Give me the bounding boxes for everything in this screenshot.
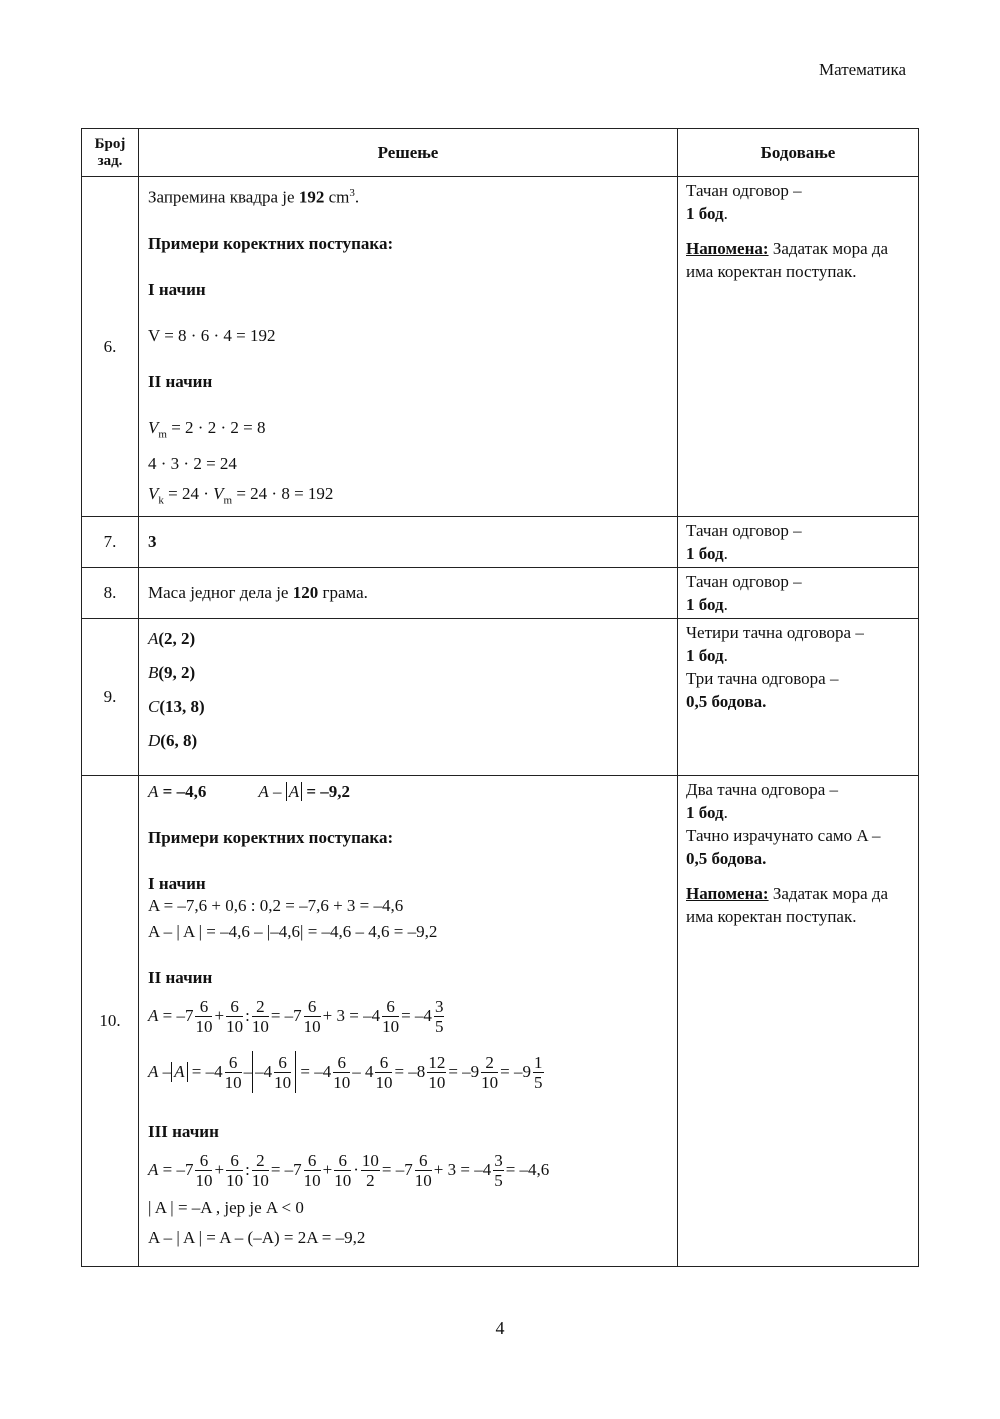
points-line: Тачан одговор – xyxy=(686,181,802,200)
table-row-task-7 xyxy=(82,517,919,568)
task-9-solution xyxy=(139,619,678,776)
examples-heading: Примери коректних поступака: xyxy=(148,233,394,253)
task-number: 9. xyxy=(82,619,139,776)
point-c: C(13, 8) xyxy=(148,697,205,717)
way-2-line-1: A = –7 $\frac{6}{10}$ + $\frac{6}{10}$ : $\frac{2}{10}$ = –7 $\frac{6}{10}$ + 3 = –4 $\frac{6}{10}$ = –4 $\frac{3}{5}$ xyxy=(148,996,444,1036)
points-value: 1 бод. xyxy=(686,544,728,564)
task-8-solution: Маса једног дела је 120 грама. xyxy=(139,568,678,619)
way-3-line-3: A – | A | = A – (–A) = 2A = –9,2 xyxy=(148,1228,366,1248)
task-7-points xyxy=(678,517,919,568)
points-line: Четири тачна одговора – xyxy=(686,623,864,643)
points-value-2: 0,5 бодова. xyxy=(686,849,767,869)
task-6-points xyxy=(678,177,919,517)
way-3-heading: III начин xyxy=(148,1122,219,1142)
way-2-heading: II начин xyxy=(148,371,213,391)
task-6-solution xyxy=(139,177,678,517)
task-number: 7. xyxy=(82,517,139,568)
way-3-line-1: A = –7 $\frac{6}{10}$ + $\frac{6}{10}$ : $\frac{2}{10}$ = –7 $\frac{6}{10}$ + $\frac{6}{10}$ · $\frac{10}{2}$ = –7 $\frac{6}{10}$ + 3 = –4 $\frac{3}{5}$ = –4,6 xyxy=(148,1150,550,1190)
answer-value: 3 xyxy=(148,532,157,552)
page-number: 4 xyxy=(495,1318,505,1338)
points-line: Тачан одговор – xyxy=(686,572,802,592)
col-header-points: Бодовање xyxy=(678,129,919,177)
point-d: D(6, 8) xyxy=(148,731,198,751)
examples-heading: Примери коректних поступака: xyxy=(148,828,394,848)
way-1-heading: I начин xyxy=(148,874,206,894)
way-1-heading: I начин xyxy=(148,279,206,299)
points-value: 1 бод. xyxy=(686,204,728,223)
way-2-line-3: $V_k = 24 \cdot V_m = 24 \cdot 8 = 192$ xyxy=(148,484,334,507)
way-2-heading: II начин xyxy=(148,968,213,988)
task-8-points xyxy=(678,568,919,619)
col-header-solution: Решење xyxy=(139,129,678,177)
header-subject: Математика xyxy=(818,60,906,79)
points-line: Два тачна одговора – xyxy=(686,780,839,800)
scoring-table xyxy=(81,128,919,1267)
table-row-task-9 xyxy=(82,619,919,776)
task-10-points xyxy=(678,776,919,1267)
points-line: Тачан одговор – xyxy=(686,521,802,541)
points-value-2: 0,5 бодова. xyxy=(686,692,767,712)
answer-line: A = –4,6 A – A = –9,2 xyxy=(148,782,351,802)
points-line-2: Тачно израчунато само A – xyxy=(686,826,881,846)
points-value: 1 бод. xyxy=(686,595,728,615)
task-number: 8. xyxy=(82,568,139,619)
points-value: 1 бод. xyxy=(686,646,728,666)
task-9-points xyxy=(678,619,919,776)
point-a: A(2, 2) xyxy=(148,629,196,649)
task-10-solution xyxy=(139,776,678,1267)
points-value: 1 бод. xyxy=(686,803,728,823)
way-1-line: V = 8 · 6 · 4 = 192 xyxy=(148,325,276,345)
table-header-row xyxy=(82,129,919,177)
way-2-line-1: $V_m = 2 \cdot 2 \cdot 2 = 8$ xyxy=(148,417,266,441)
way-1-line-2: A – | A | = –4,6 – |–4,6| = –4,6 – 4,6 = –9,2 xyxy=(148,922,438,942)
point-b: B(9, 2) xyxy=(148,663,196,683)
table-row-task-8 xyxy=(82,568,919,619)
way-2-line-2: 4 · 3 · 2 = 24 xyxy=(148,454,237,474)
task-number: 10. xyxy=(82,776,139,1267)
answer-line: Запремина квадра је 192 $cm^3$. xyxy=(148,187,360,207)
way-3-line-2: | A | = –A , јер је A < 0 xyxy=(148,1198,304,1218)
task-7-solution xyxy=(139,517,678,568)
note: Напомена: Задатак мора да има коректан поступак. xyxy=(686,239,889,281)
task-number: 6. xyxy=(82,177,139,517)
way-2-line-2: A – A = –4 $\frac{6}{10}$ – –4 $\frac{6}{10}$ = –4 $\frac{6}{10}$ – 4 $\frac{6}{10}$ = –8 $\frac{12}{10}$ = –9 $\frac{2}{10}$ = –9 $\frac{1}{5}$ xyxy=(148,1052,543,1092)
way-1-line-1: A = –7,6 + 0,6 : 0,2 = –7,6 + 3 = –4,6 xyxy=(148,896,404,916)
table-row-task-10 xyxy=(82,776,919,1267)
note: Напомена: Задатак мора да има коректан поступак. xyxy=(686,884,889,927)
col-header-num: Број зад. xyxy=(82,129,139,177)
points-line-2: Три тачна одговора – xyxy=(686,669,839,689)
table-row-task-6 xyxy=(82,177,919,517)
